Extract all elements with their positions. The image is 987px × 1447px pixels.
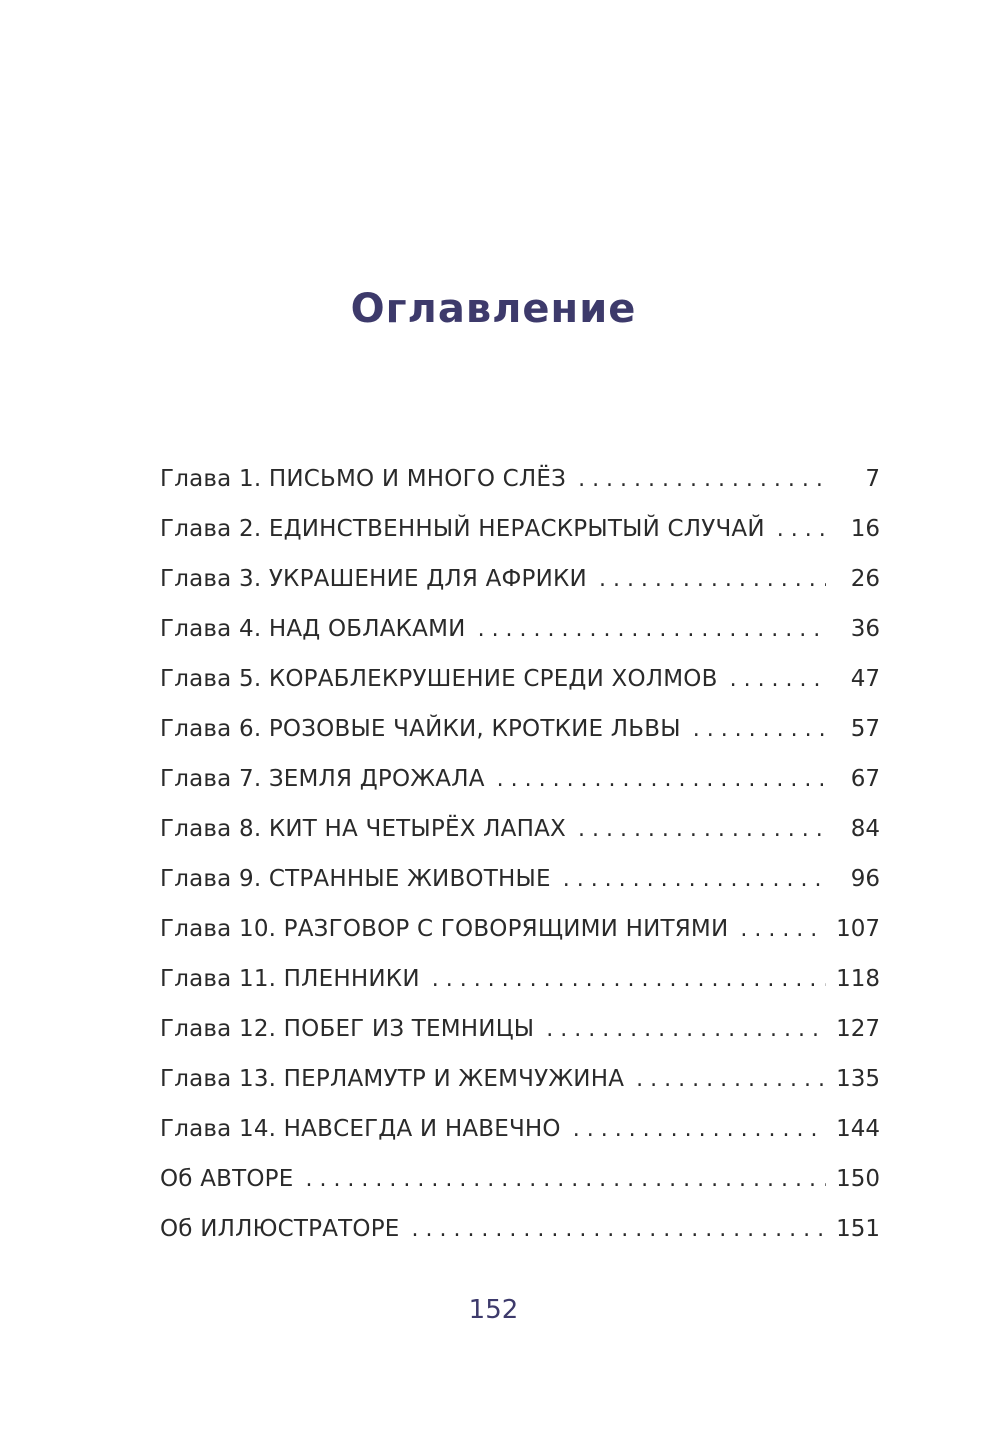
toc-entry-page: 7 <box>865 466 880 492</box>
toc-entry-label: Глава 10. РАЗГОВОР С ГОВОРЯЩИМИ НИТЯМИ <box>160 916 729 942</box>
toc-dot-leader <box>497 757 826 803</box>
toc-dot-leader <box>305 1157 826 1203</box>
toc-entry[interactable] <box>160 1056 880 1106</box>
toc-entry-page: 127 <box>836 1016 880 1042</box>
toc-entry-page: 96 <box>850 866 880 892</box>
toc-entry-label: Глава 12. ПОБЕГ ИЗ ТЕМНИЦЫ <box>160 1016 535 1042</box>
toc-entry[interactable] <box>160 706 880 756</box>
toc-entry-label: Глава 14. НАВСЕГДА И НАВЕЧНО <box>160 1116 561 1142</box>
toc-entry-page: 135 <box>836 1066 880 1092</box>
toc-dot-leader <box>777 507 826 553</box>
toc-entry-label: Глава 1. ПИСЬМО И МНОГО СЛЁЗ <box>160 466 567 492</box>
toc-entry[interactable] <box>160 1006 880 1056</box>
toc-dot-leader <box>599 557 826 603</box>
toc-entry[interactable] <box>160 806 880 856</box>
toc-entry[interactable] <box>160 1156 880 1206</box>
toc-dot-leader <box>573 1107 826 1153</box>
toc-entry[interactable] <box>160 906 880 956</box>
toc-dot-leader <box>412 1207 827 1253</box>
toc-dot-leader <box>563 857 826 903</box>
page-title: Оглавление <box>350 286 637 332</box>
toc-entry-page: 57 <box>850 716 880 742</box>
page-number: 152 <box>468 1295 519 1325</box>
toc-entry-label: Глава 3. УКРАШЕНИЕ ДЛЯ АФРИКИ <box>160 566 587 592</box>
toc-entry[interactable] <box>160 1106 880 1156</box>
toc-dot-leader <box>740 907 826 953</box>
toc-entry-label: Глава 9. СТРАННЫЕ ЖИВОТНЫЕ <box>160 866 551 892</box>
toc-entry[interactable] <box>160 656 880 706</box>
toc-dot-leader <box>693 707 826 753</box>
toc-entry[interactable] <box>160 456 880 506</box>
toc-entry[interactable] <box>160 956 880 1006</box>
toc-entry-page: 84 <box>850 816 880 842</box>
toc-entry-label: Глава 4. НАД ОБЛАКАМИ <box>160 616 466 642</box>
toc-entry-label: Глава 6. РОЗОВЫЕ ЧАЙКИ, КРОТКИЕ ЛЬВЫ <box>160 716 681 742</box>
toc-entry[interactable] <box>160 756 880 806</box>
toc-entry-label: Глава 8. КИТ НА ЧЕТЫРЁХ ЛАПАХ <box>160 816 566 842</box>
toc-entry-label: Глава 13. ПЕРЛАМУТР И ЖЕМЧУЖИНА <box>160 1066 625 1092</box>
toc-entry-page: 118 <box>836 966 880 992</box>
toc-dot-leader <box>546 1007 826 1053</box>
toc-entry-label: Об ИЛЛЮСТРАТОРЕ <box>160 1216 400 1242</box>
toc-entry-page: 144 <box>836 1116 880 1142</box>
toc-entry-page: 36 <box>850 616 880 642</box>
toc-entry-page: 26 <box>850 566 880 592</box>
toc-entry[interactable] <box>160 856 880 906</box>
toc-dot-leader <box>636 1057 826 1103</box>
toc-dot-leader <box>578 457 826 503</box>
toc-entry-page: 150 <box>836 1166 880 1192</box>
toc-entry-page: 151 <box>836 1216 880 1242</box>
toc-entry-label: Об АВТОРЕ <box>160 1166 294 1192</box>
toc-dot-leader <box>730 657 826 703</box>
toc-entry-page: 16 <box>850 516 880 542</box>
toc-dot-leader <box>478 607 826 653</box>
toc-entry[interactable] <box>160 606 880 656</box>
toc-dot-leader <box>578 807 826 853</box>
table-of-contents <box>160 456 880 1256</box>
toc-entry-page: 107 <box>836 916 880 942</box>
toc-entry[interactable] <box>160 556 880 606</box>
toc-entry-label: Глава 2. ЕДИНСТВЕННЫЙ НЕРАСКРЫТЫЙ СЛУЧАЙ <box>160 516 765 542</box>
toc-dot-leader <box>432 957 826 1003</box>
toc-entry-page: 47 <box>850 666 880 692</box>
toc-entry[interactable] <box>160 506 880 556</box>
toc-entry-page: 67 <box>850 766 880 792</box>
toc-entry-label: Глава 7. ЗЕМЛЯ ДРОЖАЛА <box>160 766 485 792</box>
toc-entry-label: Глава 5. КОРАБЛЕКРУШЕНИЕ СРЕДИ ХОЛМОВ <box>160 666 718 692</box>
toc-entry-label: Глава 11. ПЛЕННИКИ <box>160 966 420 992</box>
toc-entry[interactable] <box>160 1206 880 1256</box>
